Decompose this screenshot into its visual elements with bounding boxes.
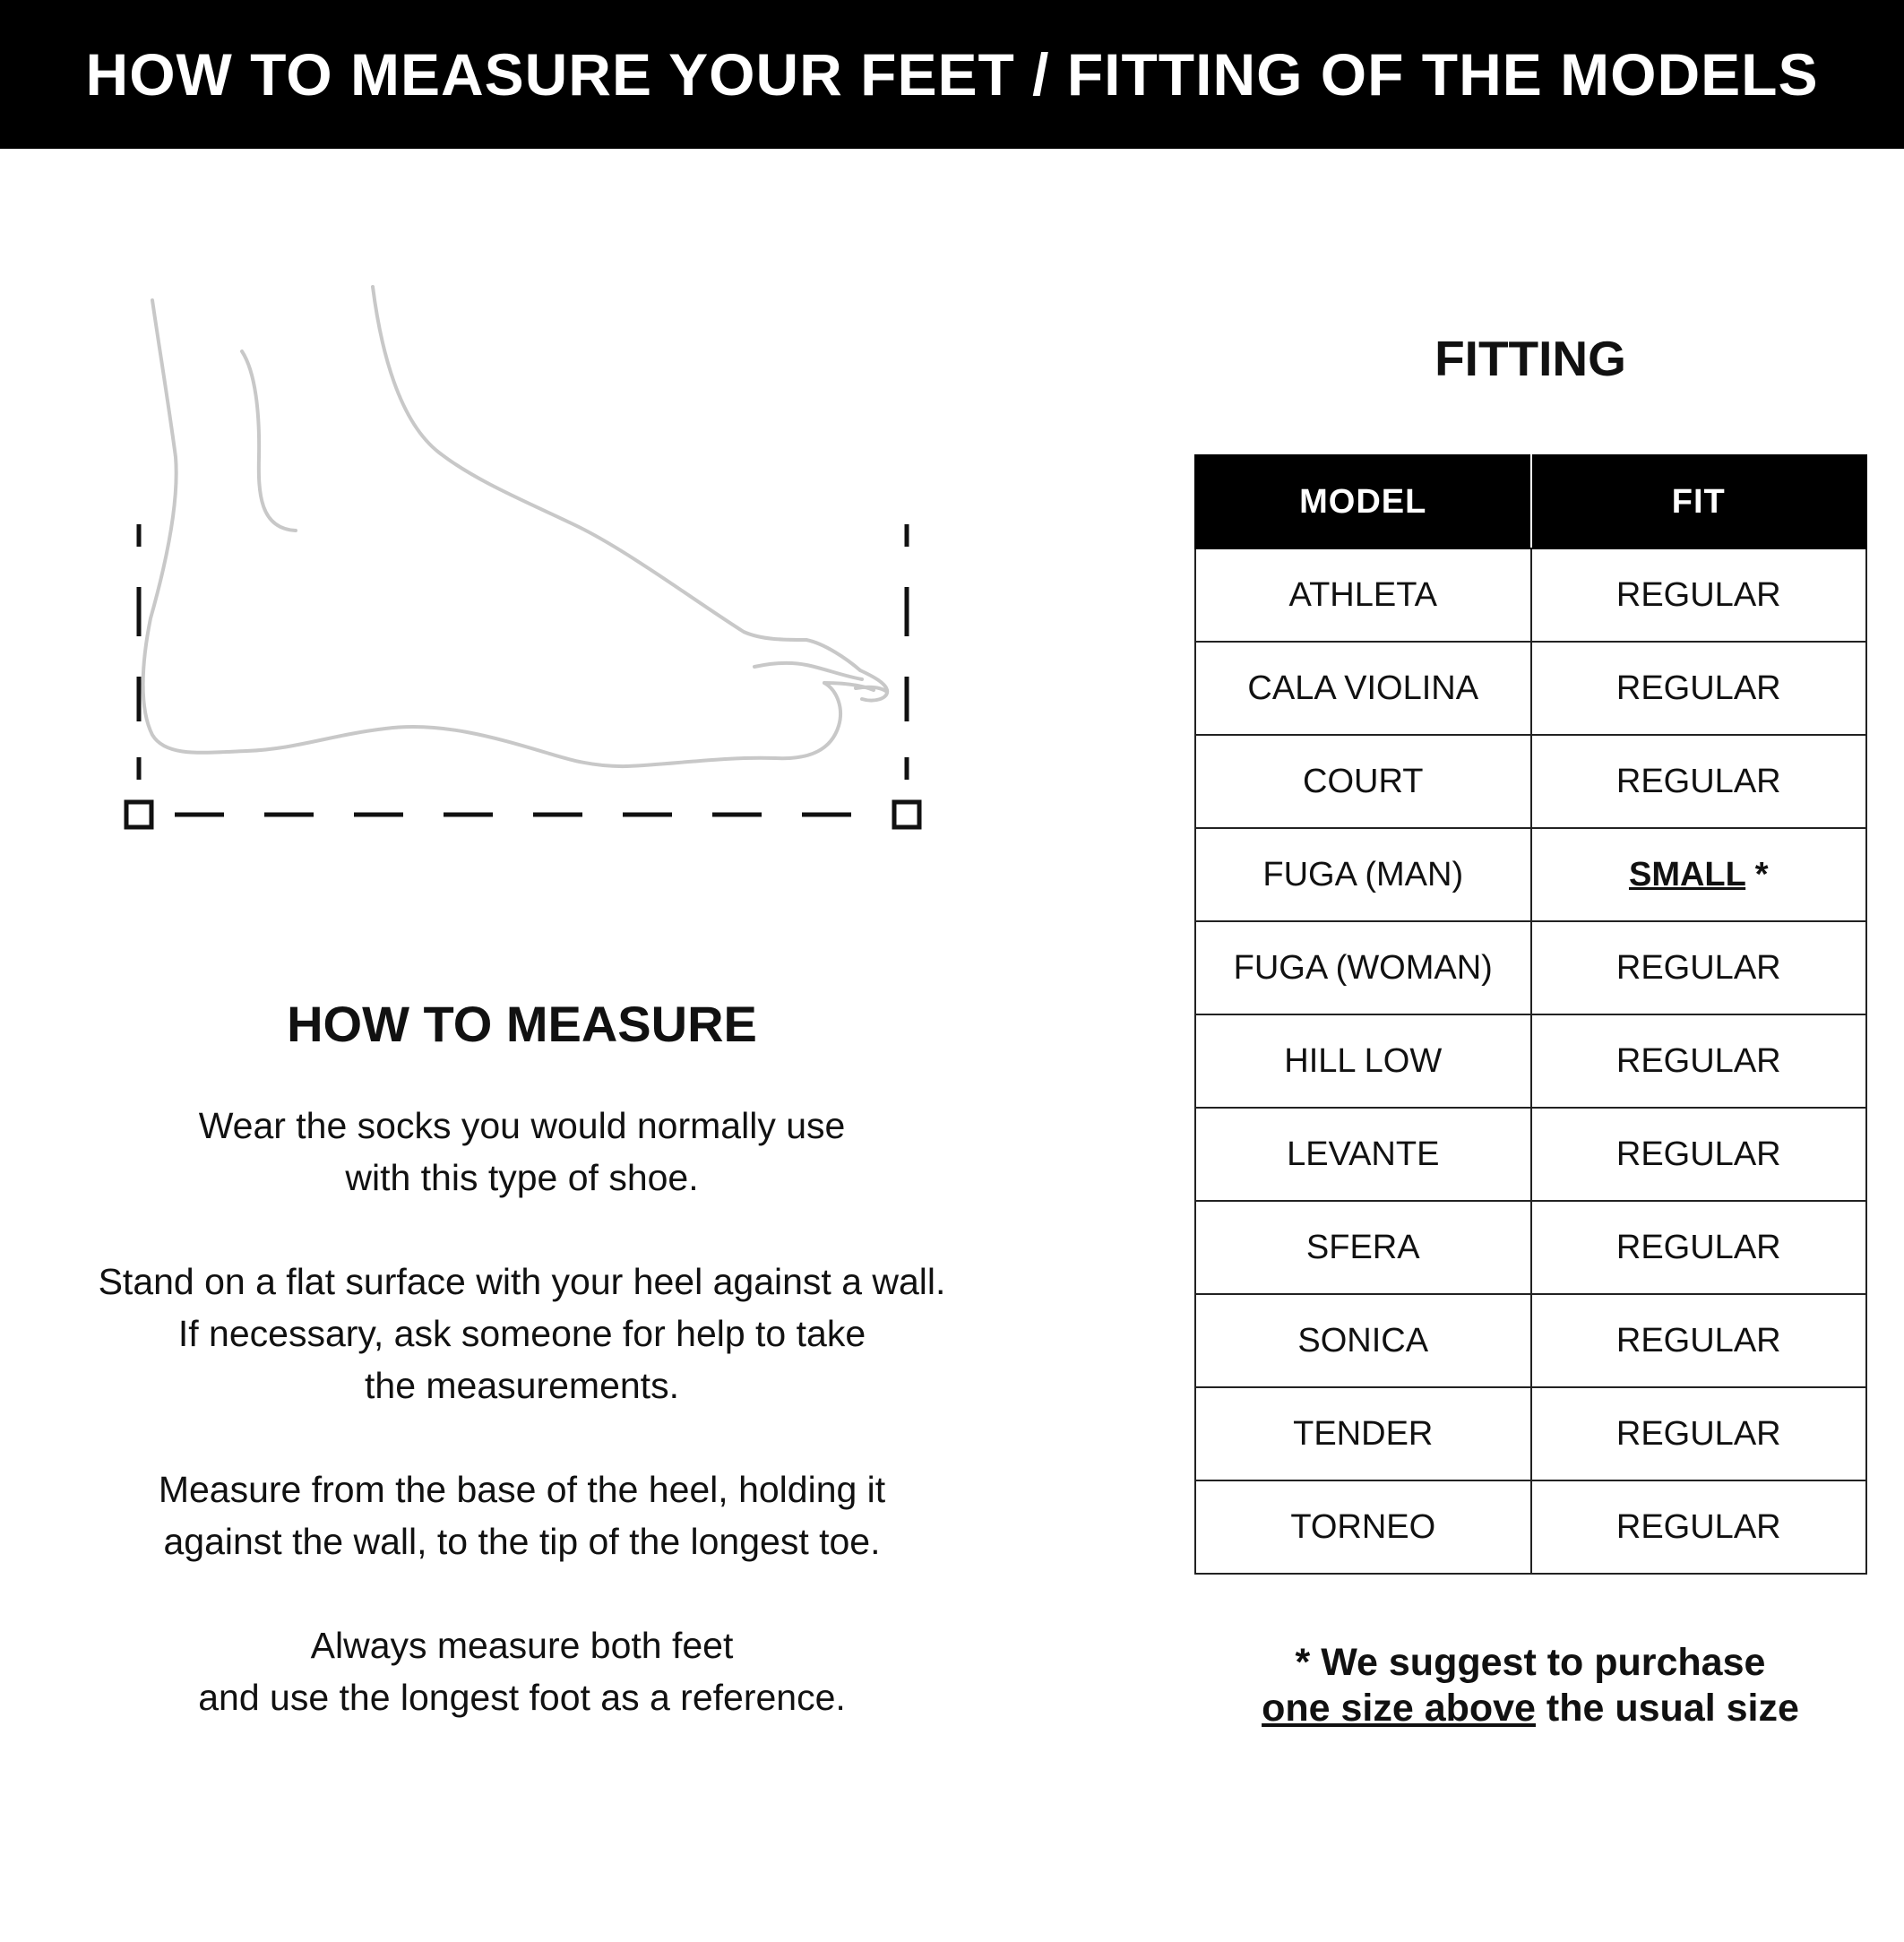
footnote-line-2 [1194,1686,1866,1731]
column-header-fit: FIT [1531,455,1867,548]
instruction-line: and use the longest foot as a reference. [198,1677,846,1718]
footnote-line-1: * We suggest to purchase [1295,1641,1766,1684]
table-row [1195,735,1866,828]
how-to-measure-heading: HOW TO MEASURE [287,996,757,1052]
model-cell: TENDER [1195,1387,1531,1480]
footnote-rest: the usual size [1535,1687,1799,1730]
fit-cell: REGULAR [1531,1387,1867,1480]
table-row [1195,1387,1866,1480]
table-row [1195,642,1866,735]
fitting-title: FITTING [1434,331,1626,386]
table-row [1195,828,1866,921]
measure-instruction [36,1256,1008,1411]
fit-cell: REGULAR [1531,1108,1867,1201]
table-row [1195,921,1866,1014]
fit-cell: REGULAR [1531,1294,1867,1387]
model-cell: LEVANTE [1195,1108,1531,1201]
fit-cell: REGULAR [1531,1480,1867,1574]
instruction-line: the measurements. [365,1365,679,1406]
instruction-line: Stand on a flat surface with your heel against a wall. [98,1261,946,1302]
how-to-measure-section [36,995,1008,1775]
fit-cell: REGULAR [1531,1014,1867,1108]
model-cell: SONICA [1195,1294,1531,1387]
instruction-line: with this type of shoe. [345,1157,699,1198]
fitting-table [1194,454,1867,1575]
table-row [1195,1480,1866,1574]
fit-cell: REGULAR [1531,1201,1867,1294]
table-row [1195,1201,1866,1294]
instruction-line: Wear the socks you would normally use [198,1105,846,1146]
table-row [1195,1294,1866,1387]
fit-cell: REGULAR [1531,735,1867,828]
measure-instruction [36,1619,1008,1723]
instruction-line: Measure from the base of the heel, holding it [158,1469,886,1510]
fit-cell-highlight [1531,828,1867,921]
fit-cell: REGULAR [1531,921,1867,1014]
fit-asterisk: * [1745,855,1769,893]
instruction-line: If necessary, ask someone for help to take [177,1313,866,1354]
header-bar [0,0,1904,149]
measure-instruction [36,1100,1008,1204]
footnote-emphasis: one size above [1262,1687,1536,1730]
table-header-row [1195,455,1866,548]
model-cell: ATHLETA [1195,548,1531,642]
model-cell: CALA VIOLINA [1195,642,1531,735]
column-header-model: MODEL [1195,455,1531,548]
model-cell: SFERA [1195,1201,1531,1294]
page-title: HOW TO MEASURE YOUR FEET / FITTING OF THE MODELS [85,41,1819,108]
model-cell: HILL LOW [1195,1014,1531,1108]
fit-small-label: SMALL [1628,855,1746,893]
table-row [1195,1014,1866,1108]
instruction-line: against the wall, to the tip of the longest toe. [163,1521,881,1562]
fit-cell: REGULAR [1531,548,1867,642]
table-row [1195,1108,1866,1201]
foot-measurement-diagram-icon [116,269,932,851]
model-cell: TORNEO [1195,1480,1531,1574]
fitting-footnote [1194,1640,1866,1731]
model-cell: FUGA (MAN) [1195,828,1531,921]
fit-cell: REGULAR [1531,642,1867,735]
model-cell: COURT [1195,735,1531,828]
instruction-line: Always measure both feet [310,1625,734,1666]
measure-instruction [36,1463,1008,1567]
model-cell: FUGA (WOMAN) [1195,921,1531,1014]
table-row [1195,548,1866,642]
